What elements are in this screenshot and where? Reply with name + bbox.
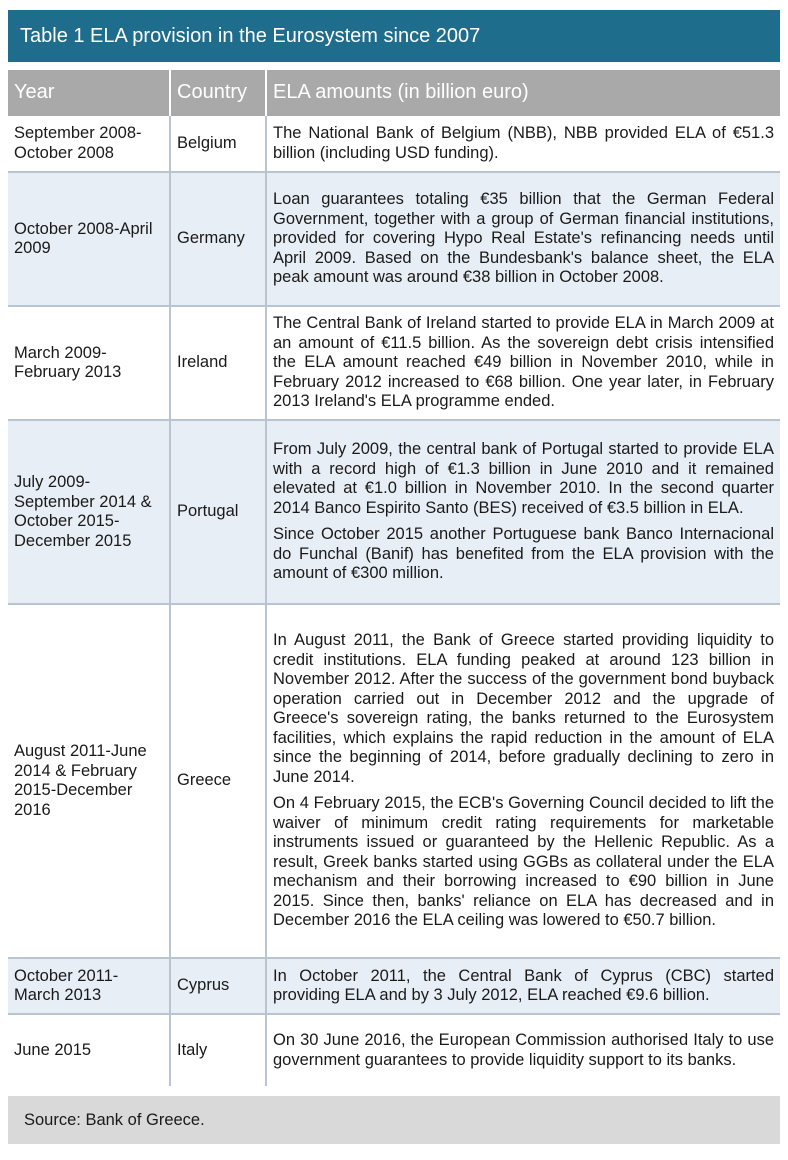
cell-year: June 2015 [14, 1040, 92, 1059]
table-title: Table 1 ELA provision in the Eurosystem since 2007 [8, 10, 780, 62]
cell-country: Ireland [170, 306, 266, 420]
cell-country: Italy [170, 1014, 266, 1086]
ela-table [8, 70, 780, 1086]
table-row [8, 172, 780, 306]
amount-paragraph: In October 2011, the Central Bank of Cyprus (CBC) started providing ELA and by 3 July 2012, ELA reached €9.6 billion. [273, 966, 774, 1004]
table-row [8, 420, 780, 604]
cell-year: October 2008-April 2009 [8, 172, 170, 306]
cell-country: Belgium [170, 116, 266, 172]
amount-paragraph: Since October 2015 another Portuguese bank Banco Internacional do Funchal (Banif) has benefited from the ELA provision with the amount of €300 million. [273, 525, 774, 583]
amount-paragraph: The National Bank of Belgium (NBB), NBB provided ELA of €51.3 billion (including USD funding). [273, 124, 774, 162]
header-year: Year [8, 70, 170, 116]
cell-year: March 2009-February 2013 [8, 306, 170, 420]
cell-country: Greece [170, 604, 266, 958]
header-country: Country [170, 70, 266, 116]
table-row [8, 604, 780, 958]
table-row [8, 116, 780, 172]
cell-amounts [266, 420, 780, 604]
cell-country: Germany [170, 172, 266, 306]
cell-amounts [266, 306, 780, 420]
amount-paragraph: Loan guarantees totaling €35 billion that the German Federal Government, together with a group of German financial institutions, provided for covering Hypo Real Estate's refinancing needs until April 2009. Based on the Bundesbank's balance sheet, the ELA peak amount was around €38 billion in October 2008. [273, 190, 774, 287]
amount-paragraph: On 30 June 2016, the European Commission authorised Italy to use government guarantees to provide liquidity support to its banks. [273, 1031, 774, 1069]
table-row [8, 306, 780, 420]
cell-country: Cyprus [170, 958, 266, 1014]
cell-amounts [266, 172, 780, 306]
amount-paragraph: The Central Bank of Ireland started to provide ELA in March 2009 at an amount of €11.5 billion. As the sovereign debt crisis intensified the ELA amount reached €49 billion in November 2010, while in February 2012 increased to €68 billion. One year later, in February 2013 Ireland's ELA programme ended. [273, 314, 774, 411]
header-amounts: ELA amounts (in billion euro) [266, 70, 780, 116]
cell-amounts [266, 116, 780, 172]
cell-country: Portugal [170, 420, 266, 604]
cell-year: July 2009-September 2014 & October 2015-December 2015 [8, 420, 170, 604]
amount-paragraph: In August 2011, the Bank of Greece started providing liquidity to credit institutions. ELA funding peaked at around 123 billion in November 2012. After the success of the government bond buyback operation carried out in December 2012 and the upgrade of Greece's sovereign rating, the banks returned to the Eurosystem facilities, which explains the rapid reduction in the amount of ELA since the beginning of 2014, before gradually declining to zero in June 2014. [273, 631, 774, 786]
cell-amounts [266, 604, 780, 958]
cell-year: October 2011-March 2013 [8, 958, 170, 1014]
cell-year: September 2008-October 2008 [8, 116, 170, 172]
amount-paragraph: On 4 February 2015, the ECB's Governing Council decided to lift the waiver of minimum credit rating requirements for marketable instruments issued or guaranteed by the Hellenic Republic. As a result, Greek banks started using GGBs as collateral under the ELA mechanism and their borrowing increased to €90 billion in June 2015. Since then, banks' reliance on ELA has decreased and in December 2016 the ELA ceiling was lowered to €50.7 billion. [273, 794, 774, 930]
cell-amounts [266, 958, 780, 1014]
table-row [8, 1014, 780, 1086]
table-header-row [8, 70, 780, 116]
table-row [8, 958, 780, 1014]
cell-year: August 2011-June 2014 & February 2015-December 2016 [8, 604, 170, 958]
cell-amounts [266, 1014, 780, 1086]
amount-paragraph: From July 2009, the central bank of Portugal started to provide ELA with a record high of €1.3 billion in June 2010 and it remained elevated at €1.0 billion in November 2010. In the second quarter 2014 Banco Espirito Santo (BES) received of €3.5 billion in ELA. [273, 440, 774, 517]
source-note: Source: Bank of Greece. [8, 1096, 780, 1144]
